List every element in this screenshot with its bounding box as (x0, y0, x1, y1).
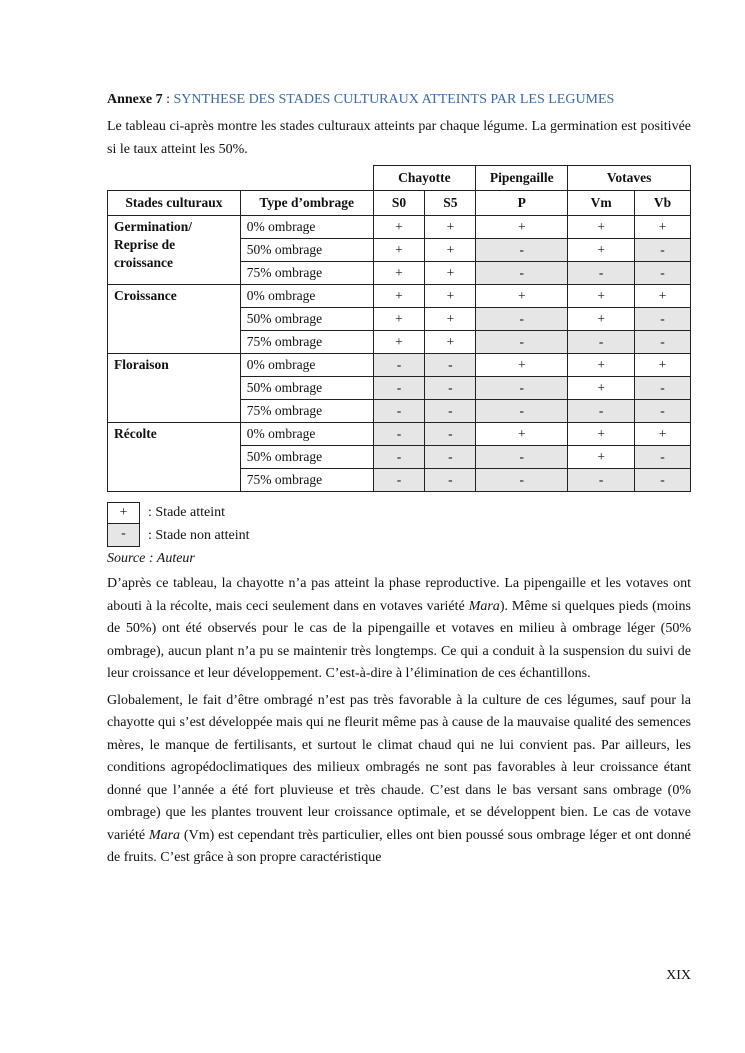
stage-value-cell: + (476, 216, 568, 239)
intro-paragraph: Le tableau ci-après montre les stades culturaux atteints par chaque légume. La germination est positivée si le taux atteint les 50%. (107, 119, 691, 157)
stage-value-cell: + (373, 285, 425, 308)
stage-value-cell: - (568, 469, 635, 492)
stage-value-cell: - (635, 446, 691, 469)
stage-value-cell: + (476, 354, 568, 377)
legend-item (107, 501, 691, 524)
stage-value-cell: - (373, 423, 425, 446)
paragraph-text: ). Même si quelques pieds (moins de 50%) ont été observés pour le cas de la pipengaille et votaves en milieu à ombrage léger (50% ombrage), aucun plant n’a pu se maintenir très longtemps. Ce qui a conduit à la suspension du suivi de leur croissance et leur développement. C’est-à-dire à l’élimination de ces échantillons. (107, 598, 691, 681)
ombrage-cell: 75% ombrage (240, 262, 373, 285)
column-header: Type d’ombrage (240, 191, 373, 216)
group-header-pipengaille: Pipengaille (476, 166, 568, 191)
stage-value-cell: - (425, 354, 476, 377)
stage-value-cell: + (373, 308, 425, 331)
ombrage-cell: 50% ombrage (240, 308, 373, 331)
stage-value-cell: - (476, 446, 568, 469)
stage-value-cell: - (476, 308, 568, 331)
stage-value-cell: - (373, 446, 425, 469)
stage-value-cell: + (373, 239, 425, 262)
paragraph-text: Globalement, le fait d’être ombragé n’est pas très favorable à la culture de ces légumes, sauf pour la chayotte qui s’est développée mais qui ne fleurit même pas à cause de la mauvaise qualité des semences mères, le manque de fertilisants, et surtout le climat chaud qui ne lui convient pas. Par ailleurs, les conditions agropédoclimatiques des milieux ombragés ne sont pas favorables à leur croissance étant donné que l’année a été fort pluvieuse et très chaude. C’est dans le bas versant sans ombrage (0% ombrage) que les plantes trouvent leur croissance optimale, et se développent bien. Le cas de votave variété (107, 692, 691, 843)
stage-value-cell: - (476, 469, 568, 492)
stage-value-cell: - (425, 469, 476, 492)
ombrage-cell: 75% ombrage (240, 400, 373, 423)
legend (107, 501, 691, 547)
legend-text: : Stade atteint (148, 504, 225, 520)
source-note: Source : Auteur (107, 551, 195, 566)
stage-value-cell: + (568, 239, 635, 262)
stage-value-cell: + (476, 285, 568, 308)
stage-value-cell: + (568, 377, 635, 400)
stage-value-cell: + (635, 423, 691, 446)
column-header: Stades culturaux (108, 191, 241, 216)
stage-value-cell: + (425, 331, 476, 354)
ombrage-cell: 50% ombrage (240, 446, 373, 469)
stage-value-cell: - (476, 400, 568, 423)
analysis-paragraph-1 (107, 573, 691, 686)
annex-title: SYNTHESE DES STADES CULTURAUX ATTEINTS PAR LES LEGUMES (173, 92, 615, 107)
stage-value-cell: + (425, 239, 476, 262)
stage-value-cell: - (373, 354, 425, 377)
stage-value-cell: - (425, 377, 476, 400)
stage-value-cell: + (373, 262, 425, 285)
stage-value-cell: - (635, 239, 691, 262)
stage-value-cell: - (425, 446, 476, 469)
stage-value-cell: + (635, 285, 691, 308)
stage-value-cell: - (635, 469, 691, 492)
paragraph-text: D’après ce tableau, la chayotte n’a pas atteint la phase reproductive. La pipengaille et les votaves ont abouti à la récolte, mais ceci seulement dans en votaves variété (107, 576, 691, 614)
legend-symbol-not-reached: - (107, 524, 140, 547)
ombrage-cell: 0% ombrage (240, 354, 373, 377)
table-row (108, 216, 691, 239)
stage-name: Récolte (108, 423, 241, 492)
annex-heading (107, 92, 691, 108)
stage-value-cell: - (476, 331, 568, 354)
stage-value-cell: - (373, 400, 425, 423)
stage-value-cell: - (568, 262, 635, 285)
stage-value-cell: + (568, 354, 635, 377)
stage-value-cell: + (373, 216, 425, 239)
stage-name: Floraison (108, 354, 241, 423)
stage-value-cell: + (425, 216, 476, 239)
stage-value-cell: - (568, 400, 635, 423)
stage-name: Croissance (108, 285, 241, 354)
stage-value-cell: + (425, 262, 476, 285)
italic-term: Mara (468, 598, 500, 614)
stage-value-cell: + (476, 423, 568, 446)
legend-item (107, 524, 691, 547)
stage-name: Germination/ Reprise de croissance (108, 216, 241, 285)
stage-value-cell: - (635, 377, 691, 400)
stage-value-cell: + (568, 285, 635, 308)
ombrage-cell: 50% ombrage (240, 239, 373, 262)
column-header: S5 (425, 191, 476, 216)
stage-value-cell: - (425, 400, 476, 423)
italic-term: Mara (148, 827, 181, 843)
table-row (108, 423, 691, 446)
page-number: XIX (666, 968, 691, 983)
stage-value-cell: + (568, 216, 635, 239)
column-header: Vm (568, 191, 635, 216)
stage-value-cell: + (568, 446, 635, 469)
ombrage-cell: 0% ombrage (240, 216, 373, 239)
stage-value-cell: - (425, 423, 476, 446)
stage-value-cell: + (425, 308, 476, 331)
column-header: S0 (373, 191, 425, 216)
table-row (108, 354, 691, 377)
stage-value-cell: + (568, 423, 635, 446)
stage-value-cell: - (635, 308, 691, 331)
annex-label: Annexe 7 (107, 92, 163, 107)
legend-symbol-reached: + (107, 502, 140, 524)
stage-value-cell: - (476, 239, 568, 262)
analysis-paragraph-2 (107, 690, 691, 870)
column-header: Vb (635, 191, 691, 216)
document-page (107, 92, 691, 870)
ombrage-cell: 75% ombrage (240, 469, 373, 492)
stage-value-cell: - (476, 377, 568, 400)
stage-value-cell: + (568, 308, 635, 331)
annex-separator: : (162, 92, 174, 107)
stage-value-cell: + (425, 285, 476, 308)
stage-value-cell: + (373, 331, 425, 354)
column-header: P (476, 191, 568, 216)
stage-value-cell: - (373, 377, 425, 400)
stage-value-cell: - (635, 400, 691, 423)
stage-value-cell: - (568, 331, 635, 354)
stage-value-cell: - (635, 331, 691, 354)
stage-value-cell: - (635, 262, 691, 285)
group-header-votaves: Votaves (568, 166, 691, 191)
group-header-chayotte: Chayotte (373, 166, 476, 191)
ombrage-cell: 50% ombrage (240, 377, 373, 400)
stage-value-cell: + (635, 216, 691, 239)
legend-text: : Stade non atteint (148, 527, 250, 543)
stage-value-cell: + (635, 354, 691, 377)
synthesis-table (107, 165, 691, 492)
paragraph-text: (Vm) est cependant très particulier, elles ont bien poussé sous ombrage léger et ont donné de fruits. C’est grâce à son propre caractéristique (107, 827, 691, 865)
empty-corner (108, 166, 374, 191)
stage-value-cell: - (476, 262, 568, 285)
stage-value-cell: - (373, 469, 425, 492)
table-row (108, 285, 691, 308)
ombrage-cell: 0% ombrage (240, 423, 373, 446)
ombrage-cell: 75% ombrage (240, 331, 373, 354)
ombrage-cell: 0% ombrage (240, 285, 373, 308)
